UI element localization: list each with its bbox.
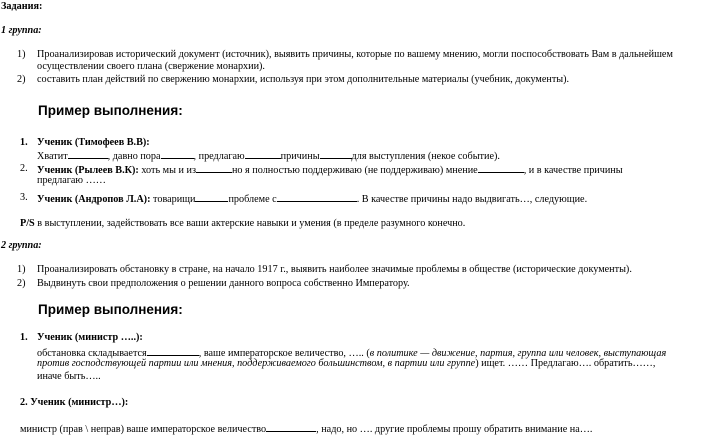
student-name: Ученик (Андропов Л.А): [37, 194, 151, 205]
student-answer: министр (прав \ неправ) ваше императорское величество , надо, но …. другие проблемы прошу обратить внимание на…. [20, 424, 593, 435]
student-name: Ученик (Тимофеев В.В): [37, 137, 150, 148]
group1-label: 1 группа: [1, 25, 42, 36]
blank-line [147, 346, 199, 356]
student-name: Ученик (министр …..): [37, 332, 143, 343]
example-heading: Пример выполнения: [38, 302, 183, 317]
student-answer-cont: иначе быть….. [37, 371, 101, 382]
student-answer: Ученик (Рылеев В.К): хоть мы и из но я полностью поддерживаю (не поддерживаю) мнение , и в качестве причины [37, 165, 623, 176]
student-number: 1. [20, 332, 28, 343]
task-text: Проанализировать обстановку в стране, на начало 1917 г., выявить наиболее значимые проблемы в обществе (исторические документы). [37, 264, 632, 275]
ps-note: P/S в выступлении, задействовать все ваши актерские навыки и умения (в пределе разумного конечно. [20, 218, 466, 229]
student-name: Ученик (Рылеев В.К): [37, 165, 139, 176]
blank-line [277, 192, 357, 202]
student-name: 2. Ученик (министр…): [20, 397, 129, 408]
blank-line [68, 149, 108, 159]
blank-line [245, 149, 281, 159]
task-number: 2) [17, 74, 26, 85]
task-number: 1) [17, 264, 26, 275]
ps-label: P/S [20, 218, 35, 229]
student-answer-cont: против господствующей партии или мнения, поддерживаемого большинством, в партии или группе) ищет. …… Предлагаю…. обратить……, [37, 358, 656, 369]
example-heading: Пример выполнения: [38, 103, 183, 118]
blank-line [195, 192, 228, 202]
task-text-cont: осуществлении своего плана (свержение монархии). [37, 61, 265, 72]
group2-label: 2 группа: [1, 240, 42, 251]
blank-line [161, 149, 194, 159]
task-text: Проанализировав исторический документ (источник), выявить причины, которые по вашему мнению, могли поспособствовать Вам в дальнейшем [37, 49, 673, 60]
task-text: Выдвинуть свои предположения о решении данного вопроса собственно Императору. [37, 278, 410, 289]
student-answer: Хватит , давно пора , предлагаю причины для выступления (некое событие). [37, 151, 500, 162]
task-number: 2) [17, 278, 26, 289]
blank-line [320, 149, 352, 159]
student-answer-cont: предлагаю …… [37, 175, 106, 186]
blank-line [478, 163, 524, 173]
task-number: 1) [17, 49, 26, 60]
student-number: 3. [20, 192, 28, 203]
task-text: составить план действий по свержению монархии, используя при этом дополнительные материалы (учебник, документы). [37, 74, 570, 85]
page-title: Задания: [1, 1, 43, 12]
student-answer: Ученик (Андропов Л.А): товарищи проблеме с . В качестве причины надо выдвигать…, следующие. [37, 194, 588, 205]
student-number: 2. [20, 163, 28, 174]
student-answer: обстановка складывается , ваше императорское величество, ….. (в политике — движение, партия, группа или человек, выступающая [37, 348, 667, 359]
blank-line [266, 422, 316, 432]
blank-line [196, 163, 232, 173]
student-number: 1. [20, 137, 28, 148]
